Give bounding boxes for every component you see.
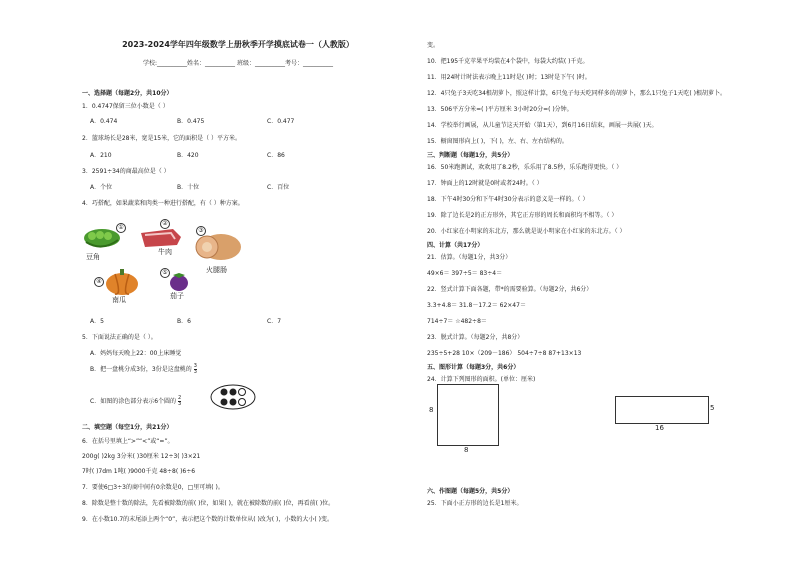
question-19: 19．除了边长是2的正方形外，其它正方形的周长和面积均不相等。（ ） [427,212,618,219]
q5-option-b-fraction [194,364,197,375]
question-25: 25．下面小正方形的边长是1厘米。 [427,500,523,507]
question-23: 23．脱式计算。（每题2分，共8分） [427,334,524,341]
square-bottom-label: 8 [464,446,469,454]
question-6: 6．在括号里填上“>”“<”或“=”。 [82,438,174,445]
question-18: 18．下午4时30分和下午4时30分表示的意义是一样的。（ ） [427,196,589,203]
q23-row: 235÷5+28 10×（209－186） 504÷7÷8 87+13×13 [427,350,582,357]
food-number-5: ⑤ [160,268,170,278]
q5-option-a: A．妈妈每天晚上22：00上床睡觉 [90,350,182,357]
q22-row-1: 3.3+4.8＝ 31.8－17.2＝ 62×47＝ [427,302,526,309]
question-13: 13．506平方分米=( )平方厘米 3小时20分=( )分钟。 [427,106,573,113]
q2-option-a: A．210 [90,152,112,159]
food-number-3: ③ [196,226,206,236]
section-calc-heading: 四、计算（共17分） [427,242,484,249]
eggplant-image [167,270,191,292]
q6-row-1: 200g( )2kg 3分米( )30厘米 12÷3( )3×21 [82,453,201,460]
student-info-line: 学校:__________姓名：__________ 班级：__________考号：__________ [143,60,333,67]
question-1: 1．0.4747保留三位小数是（ ） [82,103,169,110]
question-7: 7．要使6□3÷3的商中间有0余数是0，□里可填( )。 [82,484,224,491]
beef-image [137,225,185,249]
question-22: 22．竖式计算下面各题，带*的需要验算。（每题2分，共6分） [427,286,593,293]
q2-option-b: B．420 [177,152,199,159]
food-number-1: ① [116,223,126,233]
circles-oval-diagram [210,384,256,413]
q4-option-a: A．5 [90,318,104,325]
question-12: 12．4只兔子3天吃34根胡萝卜，照这样计算，6只兔子每天吃同样多的胡萝卜，那么1只兔子1天吃( )根胡萝卜。 [427,90,726,97]
question-10: 10．把195千克苹果平均装在4个袋中，每袋大约装( )千克。 [427,58,589,65]
q1-option-c: C．0.477 [267,118,295,125]
question-14: 14．学校举行画展，从儿童节这天开始（第1天），到6月16日结束，画展一共展( )天。 [427,122,658,129]
question-21: 21．估算。（每题1分，共3分） [427,254,512,261]
question-17: 17．钟面上的12时就是0时或者24时。（ ） [427,180,543,187]
food-label-beans: 豆角 [86,253,100,261]
q5-option-c-fraction [178,396,181,407]
section-judge-heading: 三、判断题（每题1分，共5分） [427,152,514,159]
q5b-frac-den: 3 [193,369,197,375]
question-8: 8．除数是整十数的除法，先看被除数的前( )位，如果( )，就在被除数的前( )位，再看前( )位。 [82,500,335,507]
q5c-frac-den: 3 [177,401,182,407]
question-2: 2．篮球场长是28米，宽是15米，它的面积是（ ）平方米。 [82,135,241,142]
section-geometry-heading: 五、图形计算（每题3分，共6分） [427,364,520,371]
food-label-ham: 火腿肠 [206,266,227,274]
rectangle-width-label: 5 [710,404,715,412]
food-number-2: ② [160,219,170,229]
q5b-frac-num: 3 [193,363,197,369]
q5-option-b-text: B．把一盘桃分成3份，3份是这盘桃的 [90,366,192,373]
question-5: 5．下面说法正确的是（ ）。 [82,334,157,341]
q3-option-c: C．百位 [267,184,290,191]
question-9: 9．在小数10.7的末尾添上两个“0”，表示把这个数的计数单位从( )改为( )，小数的大小( )变。 [82,516,333,523]
section-fill-heading: 二、填空题（每空1分，共21分） [82,424,173,431]
pumpkin-image [104,268,140,296]
q22-row-2: 714÷7＝ ☆482÷8＝ [427,318,487,325]
q2-option-c: C．86 [267,152,285,159]
question-9-continued: 变。 [427,42,440,49]
question-3: 3．2591÷34的商最高位是（ ） [82,168,170,175]
food-label-pumpkin: 南瓜 [112,296,126,304]
question-24: 24．计算下列图形的面积。(单位：厘米) [427,376,536,383]
food-number-4: ④ [94,277,104,287]
section-drawing-heading: 六、作图题（每题5分，共5分） [427,488,514,495]
food-label-eggplant: 茄子 [170,292,184,300]
q4-option-b: B．6 [177,318,191,325]
q21-row: 49×6＝ 397÷5＝ 83÷4＝ [427,270,503,277]
question-4: 4．巧搭配，如果蔬菜和肉类一种进行搭配，有（ ）种方案。 [82,200,244,207]
q4-option-c: C．7 [267,318,282,325]
rectangle-shape [615,396,709,424]
q5-option-c-text: C．如图的涂色部分表示6个圆的 [90,398,177,405]
question-20: 20．小红家在小明家的东北方，那么就是说小明家在小红家的东北方。（ ） [427,228,626,235]
square-left-label: 8 [429,406,434,414]
q5-option-c [90,396,181,407]
exam-title: 2023-2024学年四年级数学上册秋季开学摸底试卷一（人教版） [122,40,354,49]
q3-option-b: B．十位 [177,184,200,191]
q5-option-b [90,364,197,375]
q3-option-a: A．个位 [90,184,113,191]
question-15: 15．橱窗图形向上( )，下( )，左、右、左右结构的。 [427,138,568,145]
q1-option-a: A．0.474 [90,118,118,125]
question-16: 16．50米跑测试，欢欢用了8.2秒，乐乐用了8.5秒，乐乐跑得更快。（ ） [427,164,623,171]
q6-row-2: 7时( )7dm 1吨( )9000千克 48÷8( )6÷6 [82,468,196,475]
section-choice-heading: 一、选择题（每题2分，共10分） [82,90,173,97]
question-11: 11．用24时计时法表示晚上11时是( )时；13时是下午( )时。 [427,74,591,81]
food-label-beef: 牛肉 [158,248,172,256]
q1-option-b: B．0.475 [177,118,205,125]
square-shape [437,384,499,446]
q5c-frac-num: 2 [177,395,182,401]
rectangle-length-label: 16 [655,424,664,432]
